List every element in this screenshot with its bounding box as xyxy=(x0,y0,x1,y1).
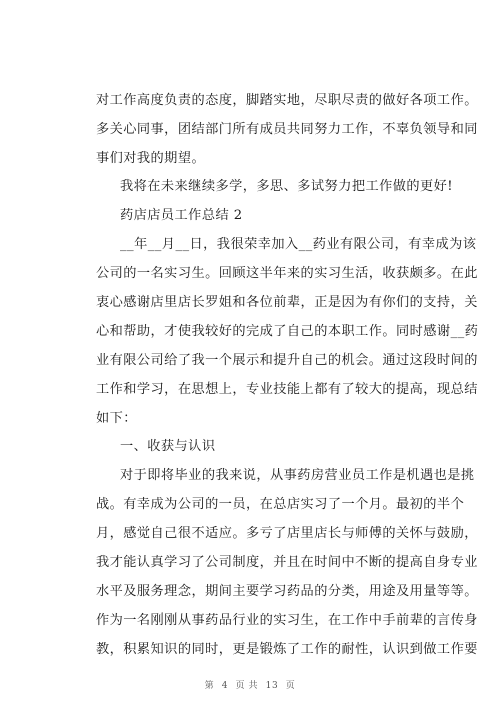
paragraph-line: 业有限公司给了我一个展示和提升自己的机会。通过这段时间的 xyxy=(96,353,478,368)
paragraph-line: 我才能认真学习了公司制度，并且在时间中不断的提高自身专业 xyxy=(96,555,478,570)
section-heading: 药店店员工作总结 2 xyxy=(120,208,243,223)
paragraph-line: 多关心同事，团结部门所有成员共同努力工作，不辜负领导和同 xyxy=(96,122,478,137)
paragraph-line: 如下： xyxy=(96,411,137,426)
paragraph-line: 对于即将毕业的我来说，从事药房营业员工作是机遇也是挑 xyxy=(120,468,475,483)
footer-mid: 页 共 xyxy=(235,681,259,691)
paragraph-line: 水平及服务理念，期间主要学习药品的分类，用途及用量等等。 xyxy=(96,584,478,599)
footer-suffix: 页 xyxy=(285,681,296,691)
paragraph-line: 教，积累知识的同时，更是锻炼了工作的耐性，认识到做工作要 xyxy=(96,642,478,657)
paragraph-line: 工作和学习，在思想上，专业技能上都有了较大的提高，现总结 xyxy=(96,382,478,397)
paragraph-line: 月，感觉自己很不适应。多亏了店里店长与师傅的关怀与鼓励， xyxy=(96,526,478,541)
paragraph-line: 衷心感谢店里店长罗姐和各位前辈，正是因为有你们的支持，关 xyxy=(96,295,478,310)
paragraph-line: 心和帮助，才使我较好的完成了自己的本职工作。同时感谢__药 xyxy=(96,324,479,339)
page-footer xyxy=(0,678,500,691)
paragraph-line: 事们对我的期望。 xyxy=(96,151,206,166)
paragraph-line: 作为一名刚刚从事药品行业的实习生，在工作中手前辈的言传身 xyxy=(96,613,478,628)
subsection-heading: 一、收获与认识 xyxy=(120,439,216,454)
footer-prefix: 第 xyxy=(204,681,215,691)
paragraph-line: 对工作高度负责的态度，脚踏实地，尽职尽责的做好各项工作。 xyxy=(96,93,478,108)
current-page-number: 4 xyxy=(221,681,229,691)
paragraph-line: __年__月__日，我很荣幸加入__药业有限公司，有幸成为该 xyxy=(120,237,477,252)
paragraph-line: 我将在未来继续多学，多思、多试努力把工作做的更好! xyxy=(120,179,454,194)
paragraph-line: 公司的一名实习生。回顾这半年来的实习生活，收获颇多。在此 xyxy=(96,266,478,281)
paragraph-line: 战。有幸成为公司的一员，在总店实习了一个月。最初的半个 xyxy=(96,497,465,512)
total-page-number: 13 xyxy=(265,681,279,691)
